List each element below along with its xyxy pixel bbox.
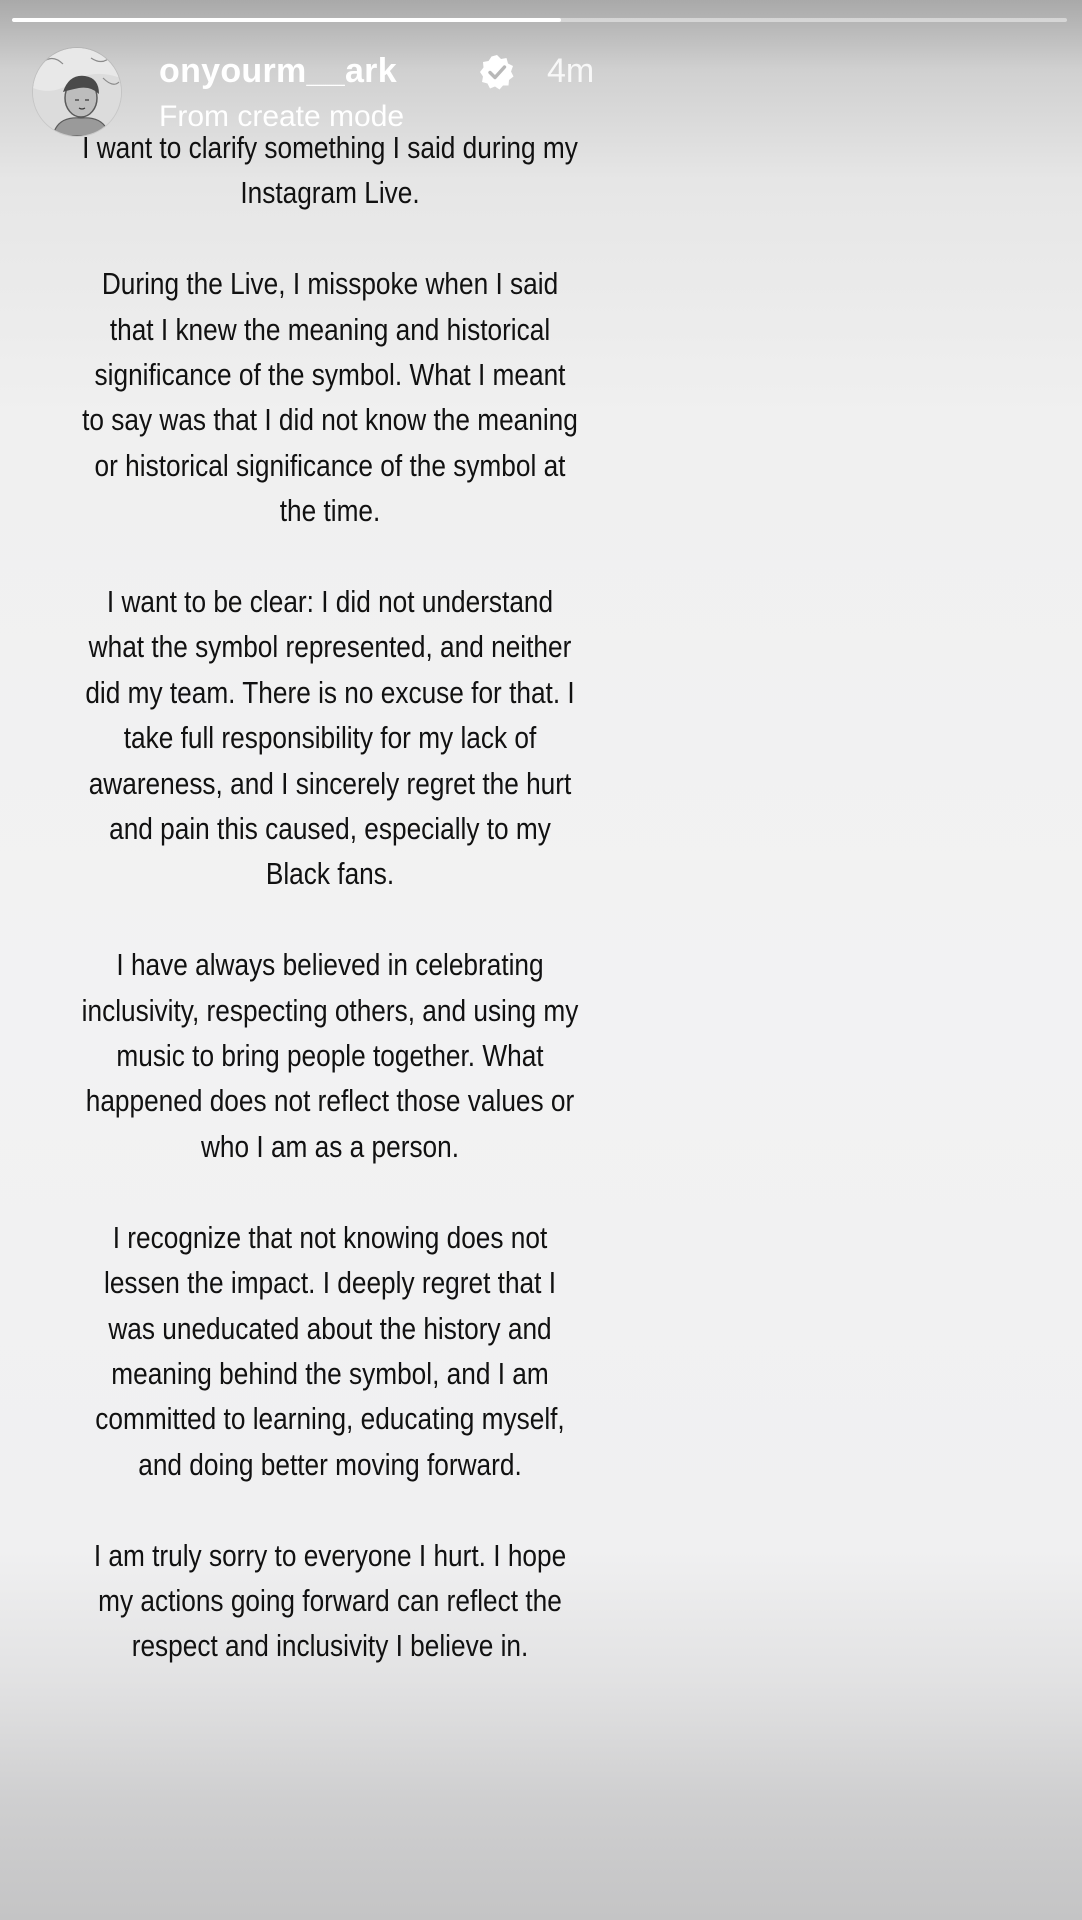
statement-paragraph: I am truly sorry to everyone I hurt. I hope my actions going forward can reflect the respect and inclusivity I believe in. <box>93 1538 567 1664</box>
verified-badge-icon <box>479 54 515 90</box>
story-progress-bar <box>12 18 1067 22</box>
statement-paragraph: I want to clarify something I said during my Instagram Live. <box>82 131 578 211</box>
statement-paragraph: I want to be clear: I did not understand what the symbol represented, and neither did my team. There is no excuse for that. I take full responsibility for my lack of awareness, and I sincerely regret the hurt and pain this caused, especially to my Black fans. <box>85 585 575 892</box>
story-timestamp: 4m <box>547 52 595 90</box>
story-subline: From create mode <box>159 100 405 133</box>
username[interactable]: onyourm__ark <box>159 52 397 90</box>
statement-paragraph: I recognize that not knowing does not lessen the impact. I deeply regret that I was uneducated about the history and meaning behind the symbol, and I am committed to learning, educating myself, and doing better moving forward. <box>95 1220 565 1482</box>
statement-text <box>40 126 620 1670</box>
avatar[interactable] <box>33 48 121 136</box>
statement-paragraph: I have always believed in celebrating inclusivity, respecting others, and using my music to bring people together. What happened does not reflect those values or who I am as a person. <box>81 948 579 1164</box>
statement-paragraph: During the Live, I misspoke when I said that I knew the meaning and historical significance of the symbol. What I meant to say was that I did not know the meaning or historical significance of the symbol at the time. <box>82 267 578 529</box>
story-progress-fill <box>12 18 561 22</box>
